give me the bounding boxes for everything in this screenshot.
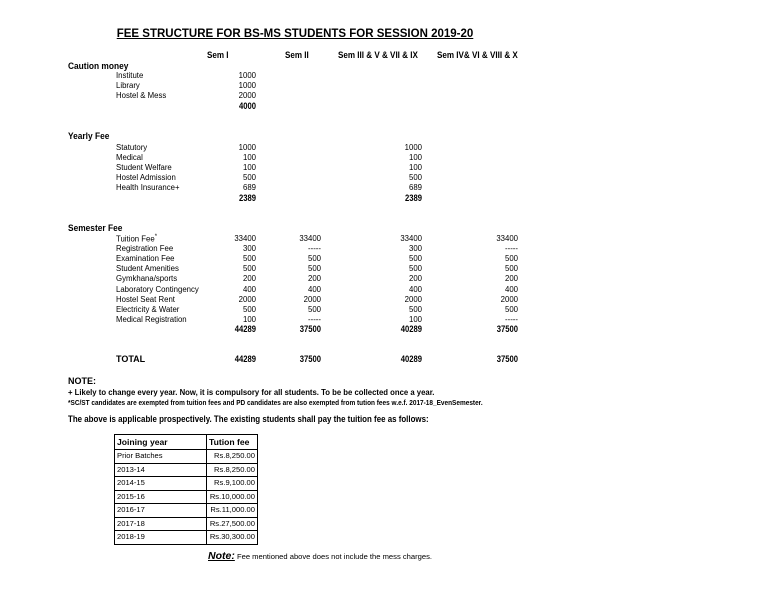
yearly-row-sem1: 100 (242, 153, 256, 162)
section-yearly-fee: Yearly Fee (68, 131, 110, 142)
semester-row-sem3: 2000 (404, 294, 422, 304)
tution-fee-cell: Rs.11,000.00 (207, 504, 258, 518)
page-title: FEE STRUCTURE FOR BS-MS STUDENTS FOR SESSION 2019-20 (116, 28, 474, 40)
semester-row-sem3: 300 (408, 244, 422, 254)
grand-total-sem1: 44289 (234, 354, 256, 364)
joining-year-cell: 2014-15 (115, 477, 207, 491)
semester-total-sem4: 37500 (496, 324, 518, 334)
grand-total-sem4: 37500 (496, 354, 518, 364)
footnote (208, 550, 432, 562)
semester-row-sem4: 500 (504, 264, 518, 274)
semester-row-sem1: 33400 (234, 234, 256, 243)
semester-row-sem4: ----- (505, 244, 518, 254)
caution-row-label: Hostel & Mess (116, 91, 167, 100)
yearly-row-label: Hostel Admission (116, 173, 176, 182)
yearly-row-sem3: 100 (408, 153, 422, 162)
semester-row-sem4: 2000 (500, 294, 518, 304)
semester-row-sem1: 500 (242, 304, 256, 314)
semester-row-label: Tuition Fee* (116, 234, 158, 244)
note-exemption: *SC/ST candidates are exempted from tuition fees and PD candidates are also exempted from tution fees w.e.f. 2017-18_EvenSemester. (68, 398, 483, 407)
column-header-sem4: Sem IV& VI & VIII & X (437, 50, 518, 61)
table-row (115, 463, 258, 477)
semester-row-label: Laboratory Contingency (116, 284, 199, 294)
yearly-row-label: Statutory (116, 143, 148, 152)
joining-year-cell: Prior Batches (115, 450, 207, 464)
semester-row-sem1: 400 (242, 284, 256, 294)
semester-total-sem3: 40289 (400, 324, 422, 334)
caution-row-sem1: 2000 (238, 91, 256, 100)
yearly-row-label: Health Insurance+ (116, 183, 180, 192)
footnote-marker: * (154, 234, 158, 240)
semester-row-sem1: 500 (242, 264, 256, 274)
semester-row-sem4: ----- (505, 314, 518, 324)
semester-row-sem3: 33400 (400, 234, 422, 243)
semester-row-sem2: 500 (307, 264, 321, 274)
joining-year-cell: 2016-17 (115, 504, 207, 518)
table-row (115, 477, 258, 491)
note-existing-students: The above is applicable prospectively. The existing students shall pay the tuition fee as follows: (68, 414, 429, 424)
table-header-row (115, 435, 258, 450)
semester-row-sem2: ----- (308, 244, 321, 254)
semester-row-sem4: 500 (504, 254, 518, 264)
footnote-text: Fee mentioned above does not include the mess charges. (234, 552, 432, 561)
tution-fee-cell: Rs.9,100.00 (207, 477, 258, 491)
caution-row-sem1: 1000 (238, 81, 256, 90)
semester-row-sem2: 500 (307, 254, 321, 264)
joining-year-cell: 2017-18 (115, 517, 207, 531)
semester-row-label: Hostel Seat Rent (116, 294, 175, 304)
semester-row-sem2: 500 (307, 304, 321, 314)
semester-row-label: Gymkhana/sports (116, 274, 178, 284)
tuition-fee-table (114, 434, 258, 545)
table-row (115, 450, 258, 464)
tution-fee-cell: Rs.27,500.00 (207, 517, 258, 531)
semester-total-sem1: 44289 (234, 324, 256, 334)
caution-row-label: Library (116, 81, 140, 90)
yearly-row-sem3: 500 (408, 173, 422, 182)
yearly-total-sem1: 2389 (238, 193, 256, 203)
tution-fee-cell: Rs.30,300.00 (207, 531, 258, 545)
semester-row-sem3: 200 (408, 274, 422, 284)
semester-row-sem1: 200 (242, 274, 256, 284)
yearly-row-label: Medical (116, 153, 143, 162)
column-header-sem2: Sem II (285, 50, 309, 61)
semester-row-sem3: 400 (408, 284, 422, 294)
yearly-row-sem3: 100 (408, 163, 422, 172)
section-caution-money: Caution money (68, 61, 129, 72)
yearly-row-sem3: 1000 (404, 143, 422, 152)
semester-row-sem3: 500 (408, 264, 422, 274)
table-row (115, 517, 258, 531)
tuition-fee-table-body (115, 450, 258, 545)
semester-row-sem4: 400 (504, 284, 518, 294)
footnote-label: Note: (208, 550, 235, 562)
semester-row-sem2: 2000 (303, 294, 321, 304)
yearly-row-sem3: 689 (408, 183, 422, 192)
note-insurance: + Likely to change every year. Now, it is compulsory for all students. To be be collected once a year. (68, 387, 435, 397)
column-header-sem1: Sem I (207, 50, 229, 61)
semester-row-sem1: 500 (242, 254, 256, 264)
semester-row-sem4: 200 (504, 274, 518, 284)
semester-row-label: Medical Registration (116, 314, 187, 324)
caution-row-label: Institute (116, 71, 144, 80)
semester-row-sem4: 33400 (496, 234, 518, 243)
column-header-tution-fee: Tution fee (207, 435, 258, 450)
joining-year-cell: 2013-14 (115, 463, 207, 477)
tution-fee-cell: Rs.10,000.00 (207, 490, 258, 504)
semester-row-sem3: 500 (408, 304, 422, 314)
column-header-sem3: Sem III & V & VII & IX (338, 50, 418, 61)
semester-row-sem2: 200 (307, 274, 321, 284)
caution-total-sem1: 4000 (238, 101, 256, 111)
semester-row-sem1: 2000 (238, 294, 256, 304)
semester-row-sem4: 500 (504, 304, 518, 314)
semester-row-label: Examination Fee (116, 254, 175, 264)
section-semester-fee: Semester Fee (68, 223, 123, 234)
yearly-row-label: Student Welfare (116, 163, 172, 172)
notes-heading: NOTE: (68, 376, 96, 386)
yearly-row-sem1: 100 (242, 163, 256, 172)
semester-row-sem2: 400 (307, 284, 321, 294)
tution-fee-cell: Rs.8,250.00 (207, 450, 258, 464)
semester-row-sem1: 100 (242, 314, 256, 324)
semester-row-sem3: 100 (408, 314, 422, 324)
yearly-row-sem1: 500 (242, 173, 256, 182)
tution-fee-cell: Rs.8,250.00 (207, 463, 258, 477)
table-row (115, 490, 258, 504)
semester-row-label: Electricity & Water (116, 304, 180, 314)
caution-row-sem1: 1000 (238, 71, 256, 80)
semester-row-sem3: 500 (408, 254, 422, 264)
column-header-joining-year: Joining year (115, 435, 207, 450)
semester-row-label: Student Amenities (116, 264, 179, 274)
grand-total-sem2: 37500 (299, 354, 321, 364)
yearly-row-sem1: 1000 (238, 143, 256, 152)
joining-year-cell: 2018-19 (115, 531, 207, 545)
table-row (115, 504, 258, 518)
joining-year-cell: 2015-16 (115, 490, 207, 504)
grand-total-sem3: 40289 (400, 354, 422, 364)
semester-row-sem2: ----- (308, 314, 321, 324)
table-row (115, 531, 258, 545)
grand-total-label: TOTAL (116, 354, 146, 364)
semester-row-label: Registration Fee (116, 244, 174, 254)
yearly-row-sem1: 689 (242, 183, 256, 192)
semester-row-sem2: 33400 (299, 234, 321, 243)
semester-row-sem1: 300 (242, 244, 256, 254)
semester-total-sem2: 37500 (299, 324, 321, 334)
yearly-total-sem3: 2389 (404, 193, 422, 203)
